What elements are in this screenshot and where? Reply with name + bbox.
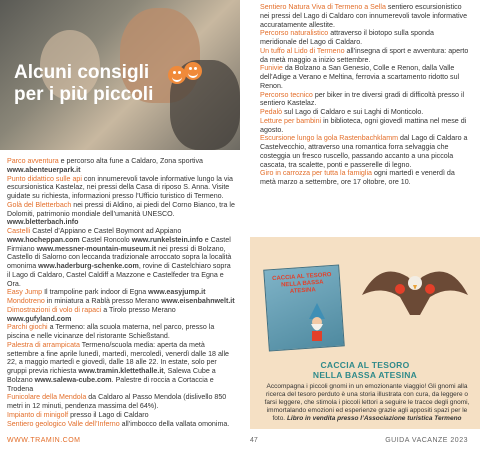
link[interactable]: www.runkelstein.info bbox=[131, 235, 203, 244]
link[interactable]: www.haderburg-schenke.com bbox=[38, 262, 139, 270]
book-promo-box bbox=[250, 237, 480, 429]
list-item: Letture per bambini in biblioteca, ogni giovedì mattina nel mese di agosto. bbox=[260, 116, 467, 134]
footer-guide-label: GUIDA VACANZE 2023 bbox=[385, 437, 468, 444]
right-page bbox=[240, 0, 480, 459]
list-item: Impianto di minigolf presso il Lago di Caldaro bbox=[7, 410, 149, 419]
list-item: Percorso tecnico per biker in tre diversi gradi di difficoltà presso il sentiero Kastelaz. bbox=[260, 90, 465, 108]
hero-title: Alcuni consigli per i più piccoli bbox=[14, 62, 154, 105]
footer-website[interactable]: WWW.TRAMIN.COM bbox=[7, 437, 81, 444]
link[interactable]: www.bletterbach.info bbox=[7, 218, 79, 227]
eagle-illustration bbox=[360, 255, 470, 325]
list-item: Pedalò sul Lago di Caldaro e sui Laghi di Monticolo. bbox=[260, 108, 424, 116]
list-item: Escursione lungo la gola Rastenbachklamm dal Lago di Caldaro a Castelvecchio, attraverso una romantica forra selvaggia che costeggia un fresco ruscello, passando accanto a una piccola cascata, tra scalette, ponti e passerelle di legno. bbox=[260, 134, 468, 169]
list-item: Parco avventura e percorso alta fune a Caldaro, Zona sportiva www.abenteuerpark.it bbox=[7, 157, 203, 174]
list-item: Sentiero Natura Viva di Termeno a Sella sentiero escursionistico nei pressi del Lago di Caldaro con innumerevoli tavole informative accuratamente allestite. bbox=[260, 3, 468, 29]
hero-photo bbox=[0, 0, 240, 150]
left-column-text bbox=[7, 157, 235, 428]
smiley-icon bbox=[184, 62, 202, 80]
list-item: Mondotreno in miniatura a Rablà presso Merano www.eisenbahnwelt.it bbox=[7, 297, 235, 305]
list-item: Funivie da Bolzano a San Genesio, Colle e Renon, dalla Valle dell’Adige a Verano e Meltina, ferrovia a scartamento ridotto sul Renon. bbox=[260, 64, 460, 90]
book-cover: CACCIA AL TESORO NELLA BASSA ATESINA bbox=[263, 264, 345, 351]
promo-description: Accompagna i piccoli gnomi in un emozionante viaggio! Gli gnomi alla ricerca del tesoro perduto è una storia illustrata con cura, da leggere o farsi leggere, che stimola i piccoli lettori a seguire le tracce degli gnomi, immortalando emozioni ed esperienze grazie agli appositi spazi per le foto. Libro in vendita presso l’Associazione turistica Termeno bbox=[264, 383, 470, 422]
list-item: Castelli Castel d’Appiano e Castel Boymont ad Appiano www.hocheppan.com Castel Roncolo www.runkelstein.info e Castel Firmiano www.messner-mountain-museum.it nei pressi di Bolzano, Castello di Salorno con leccanda tradizionale arroccato sopra la località omonima www.haderburg-schenke.com, rovine di Castelchiaro sopra il Lago di Caldaro, Castel Caldiff a Mazzone e Castelfeder tra Egna e Ora. bbox=[7, 227, 232, 288]
link[interactable]: www.eisenbahnwelt.it bbox=[161, 297, 235, 305]
list-item: Easy Jump Il trampoline park indoor di Egna www.easyjump.it bbox=[7, 288, 206, 297]
link[interactable]: www.tramin.klettethalle.it bbox=[78, 367, 164, 375]
list-item: Golà del Bletterbach nei pressi di Aldino, ai piedi del Corno Bianco, tra le Dolomiti, patrimonio mondiale dell’umanità UNESCO. www.bletterbach.info bbox=[7, 200, 235, 227]
gnome-illustration bbox=[305, 303, 329, 343]
list-item: Funicolare della Mendola da Caldaro al Passo Mendola (dislivello 850 metri in 12 minuti, pendenza massima del 64%). bbox=[7, 393, 227, 410]
link[interactable]: www.gufyland.com bbox=[7, 314, 72, 323]
promo-title: CACCIA AL TESORO NELLA BASSA ATESINA bbox=[312, 360, 418, 380]
list-item: Un tuffo al Lido di Termeno all’insegna di sport e avventura: aperto da metà maggio a inizio settembre. bbox=[260, 46, 469, 64]
list-item: Parchi giochi a Termeno: alla scuola materna, nel parco, presso la piscina e nelle vicinanze del ristorante Schießstand. bbox=[7, 323, 215, 340]
list-item: Percorso naturalistico attraverso il biotopo sulla sponda meridionale del Lago di Caldaro. bbox=[260, 29, 434, 46]
link[interactable]: www.salewa-cube.com bbox=[34, 375, 112, 384]
link[interactable]: www.easyjump.it bbox=[148, 288, 206, 297]
list-item: Punto didattico sulle api con innumerevoli tavole informative lungo la via escursionistica Kastelaz, nei pressi della Casa di riposo S. Anna. Visite guidate su richiesta, informazioni presso l’Ufficio turistico di Termeno. bbox=[7, 174, 233, 200]
right-column-text bbox=[260, 3, 472, 187]
link[interactable]: www.hocheppan.com bbox=[7, 235, 80, 244]
link[interactable]: www.messner-mountain-museum.it bbox=[36, 244, 157, 253]
list-item: Dimostrazioni di volo di rapaci a Tirolo presso Merano www.gufyland.com bbox=[7, 305, 176, 323]
page-number: 47 bbox=[250, 437, 258, 444]
list-item: Palestra di arrampicata Termeno/scuola media: aperta da metà settembre a fine aprile lunedì, martedì, mercoledì, venerdì dalle 18 alle 22, a maggio martedì e giovedì, dalle 18 alle 22. In estate, solo per gruppi previa richiesta www.tramin.klettethalle.it, Salewa Cube a Bolzano www.salewa-cube.com. Palestre di roccia a Cortaccia e Trodena bbox=[7, 340, 229, 393]
list-item: Giro in carrozza per tutta la famiglia ogni martedì e venerdì da metà marzo a settembre, ore 17 oltobre, ore 10. bbox=[260, 169, 455, 186]
link[interactable]: www.abenteuerpark.it bbox=[7, 165, 81, 174]
list-item: Sentiero geologico Valle dell’Inferno all’imbocco della vallata omonima. bbox=[7, 419, 230, 428]
